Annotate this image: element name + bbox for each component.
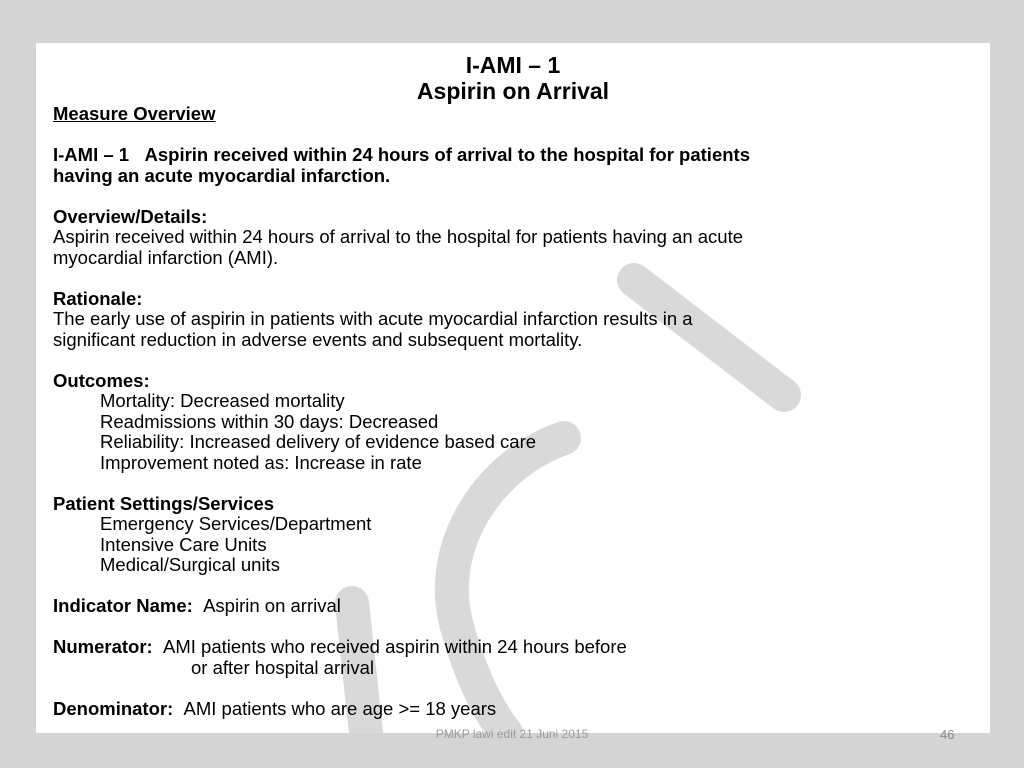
rationale-line2: significant reduction in adverse events and subsequent mortality. xyxy=(53,328,583,350)
measure-overview-heading: Measure Overview xyxy=(53,103,216,124)
measure-desc-line1: Aspirin received within 24 hours of arrival to the hospital for patients xyxy=(144,144,750,165)
outcome-item: Mortality: Decreased mortality xyxy=(100,390,345,411)
document-page xyxy=(36,43,990,733)
overview-line2: myocardial infarction (AMI). xyxy=(53,246,279,268)
measure-id: I-AMI – 1 xyxy=(53,144,130,165)
title-line-2: Aspirin on Arrival xyxy=(416,78,610,104)
settings-heading: Patient Settings/Services xyxy=(53,492,275,514)
outcome-item: Readmissions within 30 days: Decreased xyxy=(100,410,439,432)
indicator-name xyxy=(53,596,973,617)
rationale-heading: Rationale: xyxy=(53,287,143,309)
numerator-label: Numerator: xyxy=(53,636,153,657)
numerator-line2: or after hospital arrival xyxy=(191,656,375,678)
page-number: 46 xyxy=(940,727,955,742)
setting-item: Intensive Care Units xyxy=(100,533,267,555)
denominator-value: AMI patients who are age >= 18 years xyxy=(183,697,497,719)
footer-text: PMKP lawi edit 21 Juni 2015 xyxy=(435,727,589,741)
rationale-text xyxy=(53,309,973,350)
overview-line1: Aspirin received within 24 hours of arrival to the hospital for patients having an acute xyxy=(53,226,744,247)
numerator-line1: AMI patients who received aspirin within 24 hours before xyxy=(163,636,627,657)
measure-desc-line2: having an acute myocardial infarction. xyxy=(53,164,391,186)
outcomes-heading: Outcomes: xyxy=(53,369,150,391)
outcome-item: Improvement noted as: Increase in rate xyxy=(100,451,422,473)
title-line-1: I-AMI – 1 xyxy=(465,52,561,78)
rationale-line1: The early use of aspirin in patients with acute myocardial infarction results in a xyxy=(53,308,693,329)
overview-text xyxy=(53,227,973,268)
indicator-value: Aspirin on arrival xyxy=(203,595,341,616)
outcome-item: Reliability: Increased delivery of evidence based care xyxy=(100,431,537,452)
overview-heading: Overview/Details: xyxy=(53,205,208,227)
numerator xyxy=(53,637,973,658)
setting-item: Emergency Services/Department xyxy=(100,513,372,534)
setting-item: Medical/Surgical units xyxy=(100,554,280,575)
indicator-label: Indicator Name: xyxy=(53,595,193,616)
document-content xyxy=(53,43,973,719)
document-title xyxy=(53,52,973,104)
measure-description xyxy=(53,145,973,186)
denominator xyxy=(53,699,973,720)
denominator-label: Denominator: xyxy=(53,697,174,719)
